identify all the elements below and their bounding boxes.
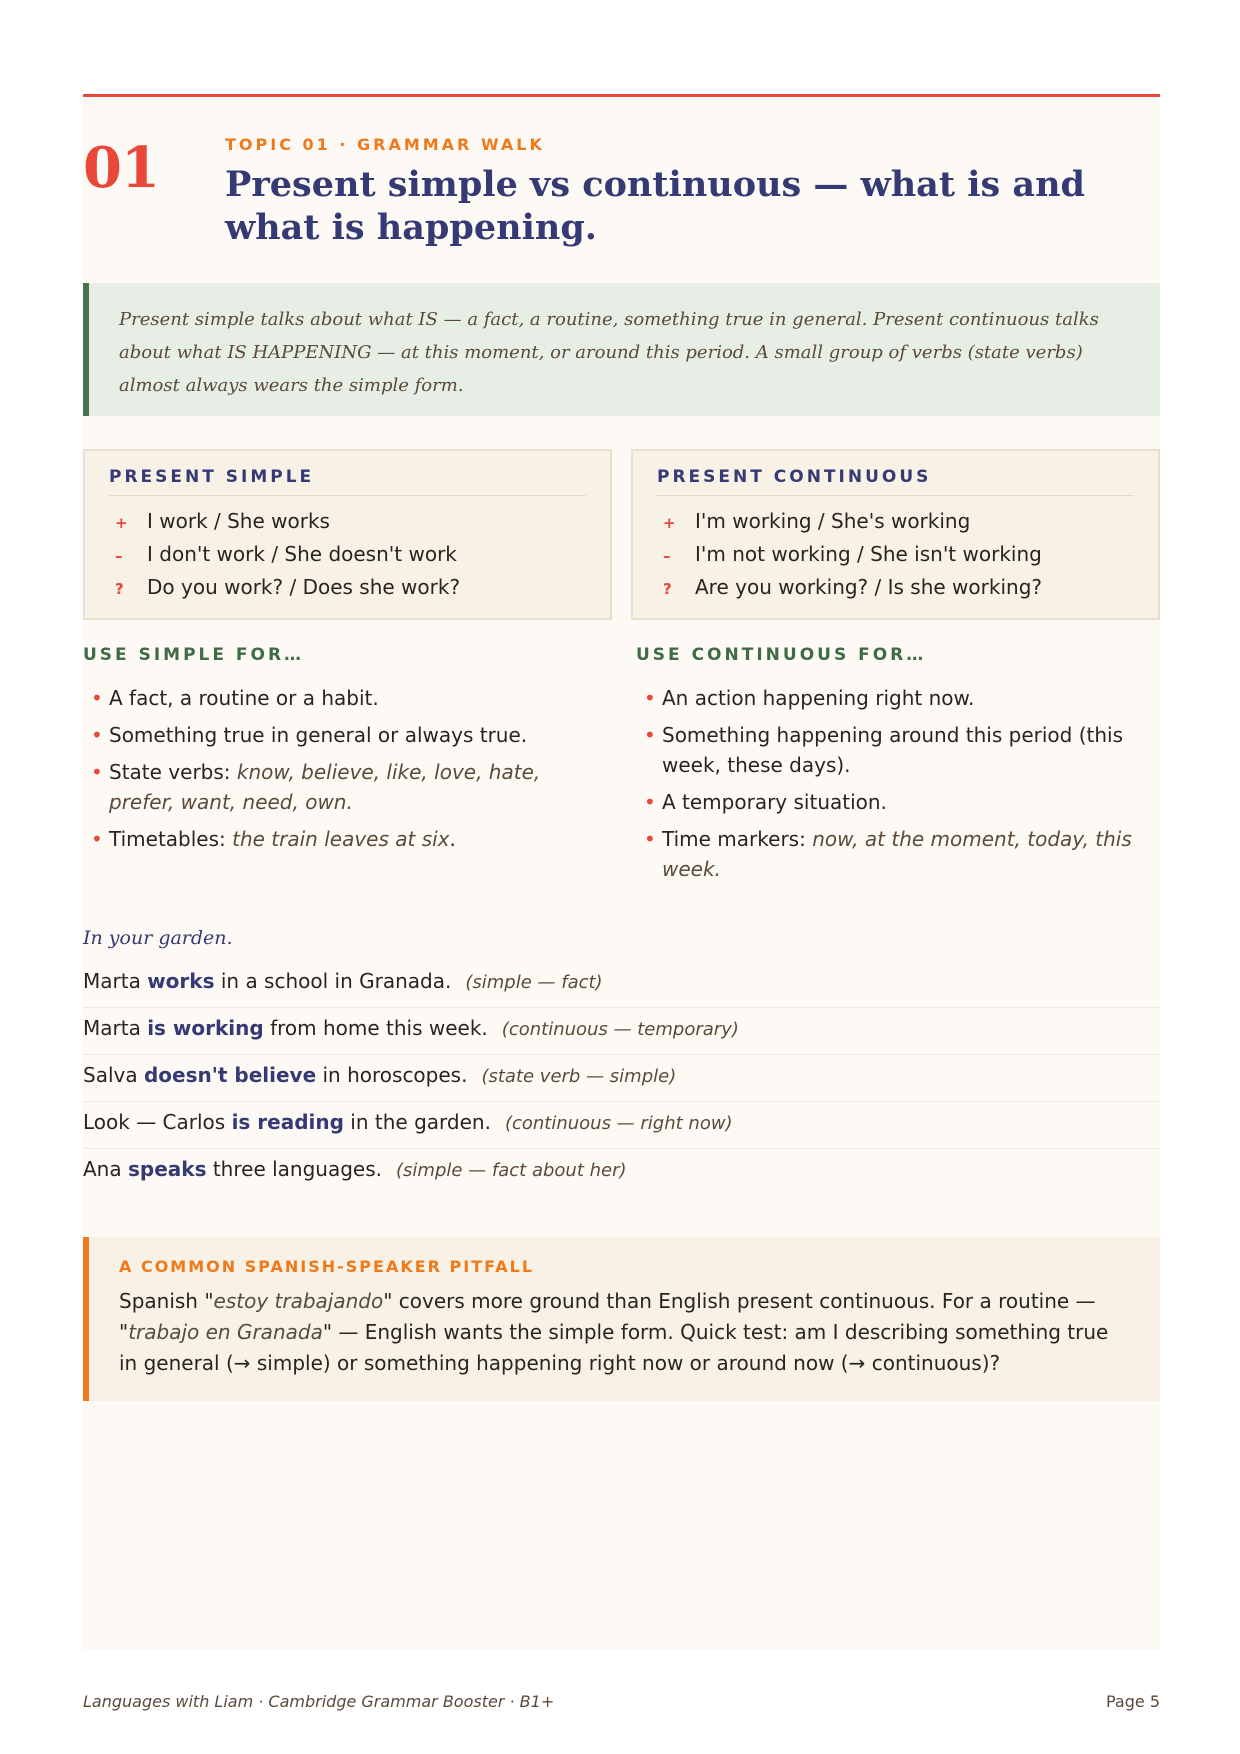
- form-row-affirmative: [657, 506, 1134, 539]
- form-text: I'm not working / She isn't working: [695, 542, 1042, 566]
- list-item: • A fact, a routine or a habit.: [83, 683, 603, 713]
- use-simple-section: [83, 645, 603, 861]
- example-row: Salva doesn't believe in horoscopes. (state verb — simple): [83, 1055, 1160, 1102]
- example-row: Ana speaks three languages. (simple — fact about her): [83, 1157, 627, 1181]
- present-continuous-box: [631, 449, 1160, 620]
- question-symbol: ?: [663, 580, 672, 598]
- question-symbol: ?: [115, 580, 124, 598]
- list-item: • Timetables: the train leaves at six.: [83, 824, 603, 854]
- use-continuous-section: [636, 645, 1156, 891]
- list-item: • An action happening right now.: [636, 683, 1156, 713]
- minus-symbol: –: [663, 547, 671, 565]
- topic-number: 01: [83, 135, 159, 201]
- example-row: Look — Carlos is reading in the garden. (continuous — right now): [83, 1102, 1160, 1149]
- list-item: • Time markers: now, at the moment, today, this week.: [636, 824, 1156, 884]
- present-simple-forms: [109, 506, 586, 605]
- use-continuous-list: [636, 683, 1156, 884]
- form-row-affirmative: [109, 506, 586, 539]
- present-simple-box: [83, 449, 612, 620]
- form-text: Do you work? / Does she work?: [147, 575, 461, 599]
- plus-symbol: +: [115, 514, 128, 532]
- list-item: • State verbs: know, believe, like, love, hate, prefer, want, need, own.: [83, 757, 603, 817]
- topic-eyebrow: TOPIC 01 · GRAMMAR WALK: [225, 135, 545, 154]
- minus-symbol: –: [115, 547, 123, 565]
- form-text: I'm working / She's working: [695, 509, 971, 533]
- page-title: Present simple vs continuous — what is and what is happening.: [225, 164, 1085, 248]
- list-item: • A temporary situation.: [636, 787, 1156, 817]
- page-number: Page 5: [1106, 1692, 1160, 1711]
- form-row-question: [109, 572, 586, 605]
- present-continuous-title: PRESENT CONTINUOUS: [657, 467, 1134, 496]
- form-row-negative: [109, 539, 586, 572]
- form-row-question: [657, 572, 1134, 605]
- footer-credit: Languages with Liam · Cambridge Grammar Booster · B1+: [83, 1692, 555, 1711]
- pitfall-title: A COMMON SPANISH-SPEAKER PITFALL: [119, 1257, 535, 1276]
- example-row: Marta is working from home this week. (continuous — temporary): [83, 1008, 1160, 1055]
- form-text: I don't work / She doesn't work: [147, 542, 457, 566]
- examples-list: [83, 961, 1160, 1196]
- form-row-negative: [657, 539, 1134, 572]
- plus-symbol: +: [663, 514, 676, 532]
- examples-label: In your garden.: [83, 927, 233, 949]
- pitfall-body: Spanish "estoy trabajando" covers more ground than English present continuous. For a routine — "trabajo en Granada" — English wants the simple form. Quick test: am I describing something true in general (→ simple) or something happening right now or around now (→ continuous)?: [119, 1289, 1109, 1375]
- topic-page: [83, 94, 1160, 1650]
- form-text: Are you working? / Is she working?: [695, 575, 1043, 599]
- intro-callout: Present simple talks about what IS — a fact, a routine, something true in general. Present continuous talks about what IS HAPPENING — at this moment, or around this period. A small group of verbs (state verbs) almost always wears the simple form.: [83, 283, 1160, 416]
- pitfall-callout: [83, 1237, 1160, 1401]
- use-simple-title: USE SIMPLE FOR…: [83, 645, 305, 665]
- present-simple-title: PRESENT SIMPLE: [109, 467, 586, 496]
- use-simple-list: [83, 683, 603, 854]
- list-item: • Something true in general or always true.: [83, 720, 603, 750]
- example-row: Marta works in a school in Granada. (simple — fact): [83, 961, 1160, 1008]
- use-continuous-title: USE CONTINUOUS FOR…: [636, 645, 927, 665]
- form-text: I work / She works: [147, 509, 330, 533]
- present-continuous-forms: [657, 506, 1134, 605]
- list-item: • Something happening around this period (this week, these days).: [636, 720, 1156, 780]
